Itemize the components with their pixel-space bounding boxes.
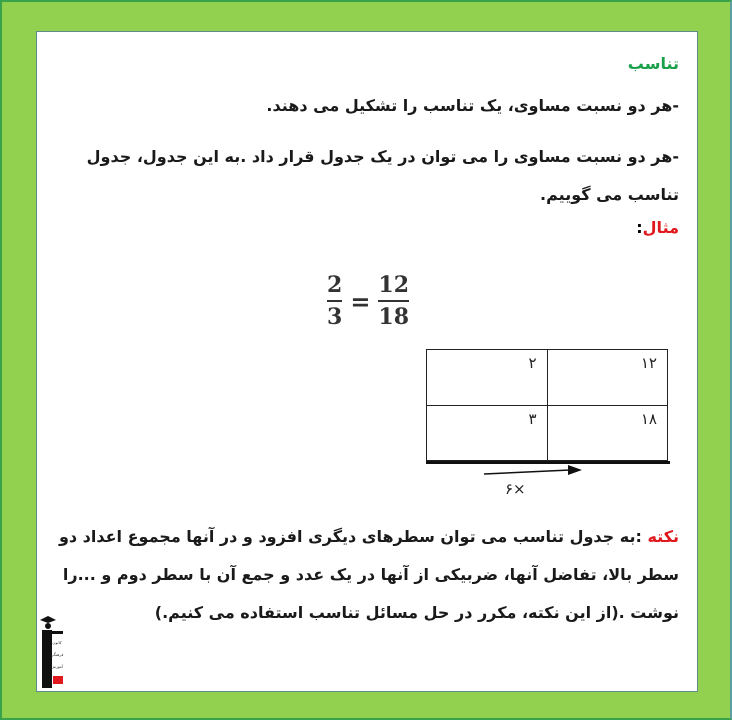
note-text: :به جدول تناسب می توان سطرهای دیگری افزود و در آنها مجموع اعداد دو سطر بالا، تفاضل آنها، ضربیکی از آنها در یک عدد و جمع آن با سطر دوم و ...را نوشت .(از این نکته، مکرر در حل مسائل تناسب استفاده می کنیم.) <box>58 527 679 622</box>
table-row <box>427 405 668 461</box>
example-heading <box>636 218 679 237</box>
numerator: 12 <box>378 272 410 298</box>
table-cell: ۱۲ <box>547 350 668 406</box>
section-title: تناسب <box>627 54 679 73</box>
fraction-left <box>327 272 342 330</box>
denominator: 3 <box>327 304 343 330</box>
content-panel <box>36 31 698 692</box>
note-label: نکته <box>647 527 679 546</box>
equals-sign: = <box>350 286 371 316</box>
svg-text:فرهنگی: فرهنگی <box>50 652 63 657</box>
svg-text:آموزش: آموزش <box>50 664 63 669</box>
publisher-logo-icon <box>37 614 63 690</box>
fraction-bar <box>327 300 342 302</box>
example-colon: : <box>636 218 643 237</box>
svg-text:کانون: کانون <box>52 640 62 645</box>
fraction-bar <box>378 300 409 302</box>
multiplier-label: ۶× <box>505 480 526 498</box>
proportion-table <box>426 349 668 461</box>
example-label: مثال <box>642 218 679 237</box>
numerator: 2 <box>327 272 343 298</box>
fraction-right <box>378 272 409 330</box>
table-row <box>427 350 668 406</box>
paragraph-1: -هر دو نسبت مساوی، یک تناسب را تشکیل می دهند. <box>266 96 679 115</box>
note-paragraph <box>29 518 679 632</box>
table-cell: ۳ <box>427 405 548 461</box>
table-cell: ۱۸ <box>547 405 668 461</box>
paragraph-2: -هر دو نسبت مساوی را می توان در یک جدول قرار داد .به این جدول، جدول تناسب می گوییم. <box>86 147 679 204</box>
arrow-right-icon <box>484 464 584 478</box>
denominator: 18 <box>378 304 410 330</box>
proportion-equation <box>327 272 409 330</box>
table-cell: ۲ <box>427 350 548 406</box>
